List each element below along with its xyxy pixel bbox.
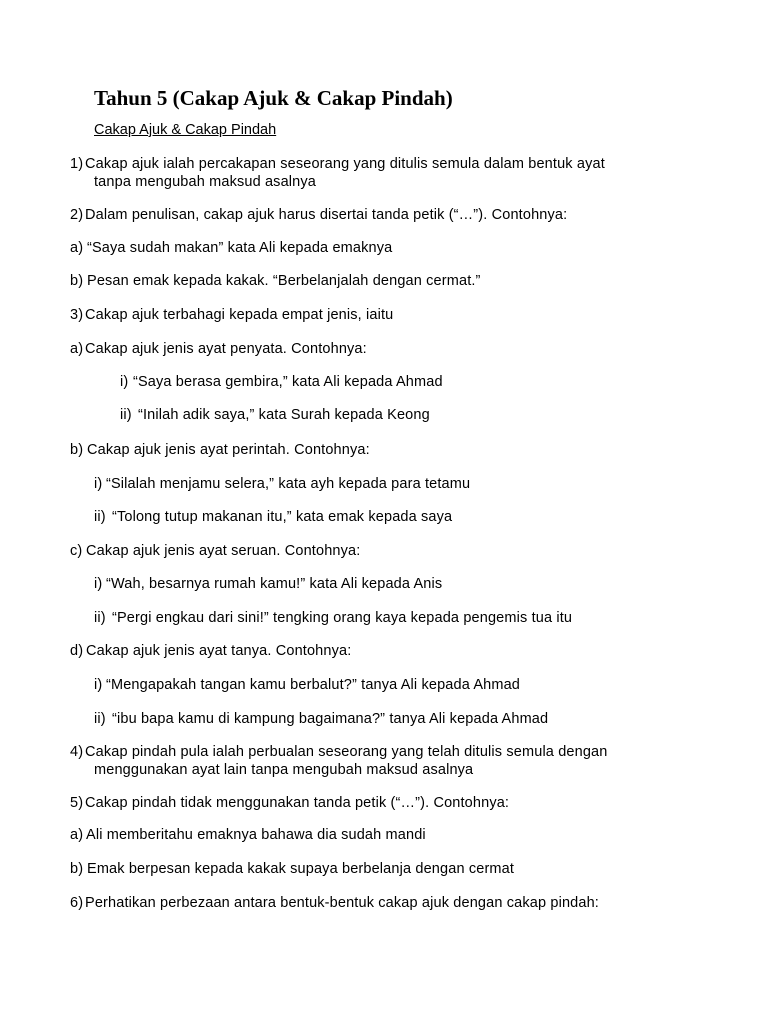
list-item-text: “Pergi engkau dari sini!” tengking orang kaya kepada pengemis tua itu: [112, 610, 573, 626]
list-item: [70, 743, 760, 779]
list-item-text: Pesan emak kepada kakak. “Berbelanjalah dengan cermat.”: [87, 273, 481, 289]
list-marker: ii): [120, 407, 132, 423]
list-marker: i): [94, 476, 103, 492]
list-item-text: “ibu bapa kamu di kampung bagaimana?” tanya Ali kepada Ahmad: [112, 711, 549, 727]
list-marker: 4): [70, 744, 84, 760]
list-item-text: Cakap pindah tidak menggunakan tanda petik (“…”). Contohnya:: [85, 795, 510, 811]
list-item-text: Cakap ajuk ialah percakapan seseorang yang ditulis semula dalam bentuk ayat: [85, 156, 605, 172]
list-marker: d): [70, 643, 84, 659]
list-item: [70, 155, 760, 191]
list-marker: 1): [70, 156, 84, 172]
list-item-text: “Inilah adik saya,” kata Surah kepada Keong: [138, 407, 430, 423]
list-marker: ii): [94, 711, 106, 727]
list-item-text: Cakap ajuk jenis ayat perintah. Contohnya:: [87, 442, 370, 458]
list-marker: c): [70, 543, 83, 559]
list-marker: a): [70, 240, 84, 256]
list-marker: ii): [94, 509, 106, 525]
list-item-text: Cakap ajuk terbahagi kepada empat jenis, iaitu: [85, 307, 394, 323]
list-marker: i): [94, 576, 103, 592]
list-item-text: tanpa mengubah maksud asalnya: [94, 174, 316, 190]
list-item-text: Perhatikan perbezaan antara bentuk-bentuk cakap ajuk dengan cakap pindah:: [85, 895, 599, 911]
list-item-text: Emak berpesan kepada kakak supaya berbelanja dengan cermat: [87, 861, 515, 877]
list-marker: a): [70, 827, 84, 843]
list-item-text: “Wah, besarnya rumah kamu!” kata Ali kepada Anis: [106, 576, 443, 592]
list-marker: b): [70, 273, 84, 289]
list-item-text: Cakap ajuk jenis ayat penyata. Contohnya:: [85, 341, 367, 357]
list-item-text: Ali memberitahu emaknya bahawa dia sudah mandi: [86, 827, 426, 843]
list-marker: a): [70, 341, 84, 357]
list-item-text: Cakap pindah pula ialah perbualan seseorang yang telah ditulis semula dengan: [85, 744, 608, 760]
list-marker: i): [94, 677, 103, 693]
list-item-text: “Tolong tutup makanan itu,” kata emak kepada saya: [112, 509, 453, 525]
list-item-text: “Silalah menjamu selera,” kata ayh kepada para tetamu: [106, 476, 471, 492]
list-item-text: “Mengapakah tangan kamu berbalut?” tanya Ali kepada Ahmad: [106, 677, 521, 693]
list-marker: 3): [70, 307, 84, 323]
list-item-text: menggunakan ayat lain tanpa mengubah maksud asalnya: [94, 762, 474, 778]
list-marker: 5): [70, 795, 84, 811]
list-item-text: “Saya berasa gembira,” kata Ali kepada Ahmad: [133, 374, 443, 390]
document-subtitle: Cakap Ajuk & Cakap Pindah: [94, 122, 277, 138]
list-item-text: Cakap ajuk jenis ayat tanya. Contohnya:: [86, 643, 352, 659]
list-marker: b): [70, 442, 84, 458]
list-item-text: Dalam penulisan, cakap ajuk harus disertai tanda petik (“…”). Contohnya:: [85, 207, 568, 223]
list-marker: 2): [70, 207, 84, 223]
list-marker: i): [120, 374, 129, 390]
list-marker: ii): [94, 610, 106, 626]
list-item-text: Cakap ajuk jenis ayat seruan. Contohnya:: [86, 543, 361, 559]
list-item-text: “Saya sudah makan” kata Ali kepada emaknya: [87, 240, 393, 256]
list-marker: b): [70, 861, 84, 877]
document-title: Tahun 5 (Cakap Ajuk & Cakap Pindah): [94, 86, 453, 110]
list-marker: 6): [70, 895, 84, 911]
